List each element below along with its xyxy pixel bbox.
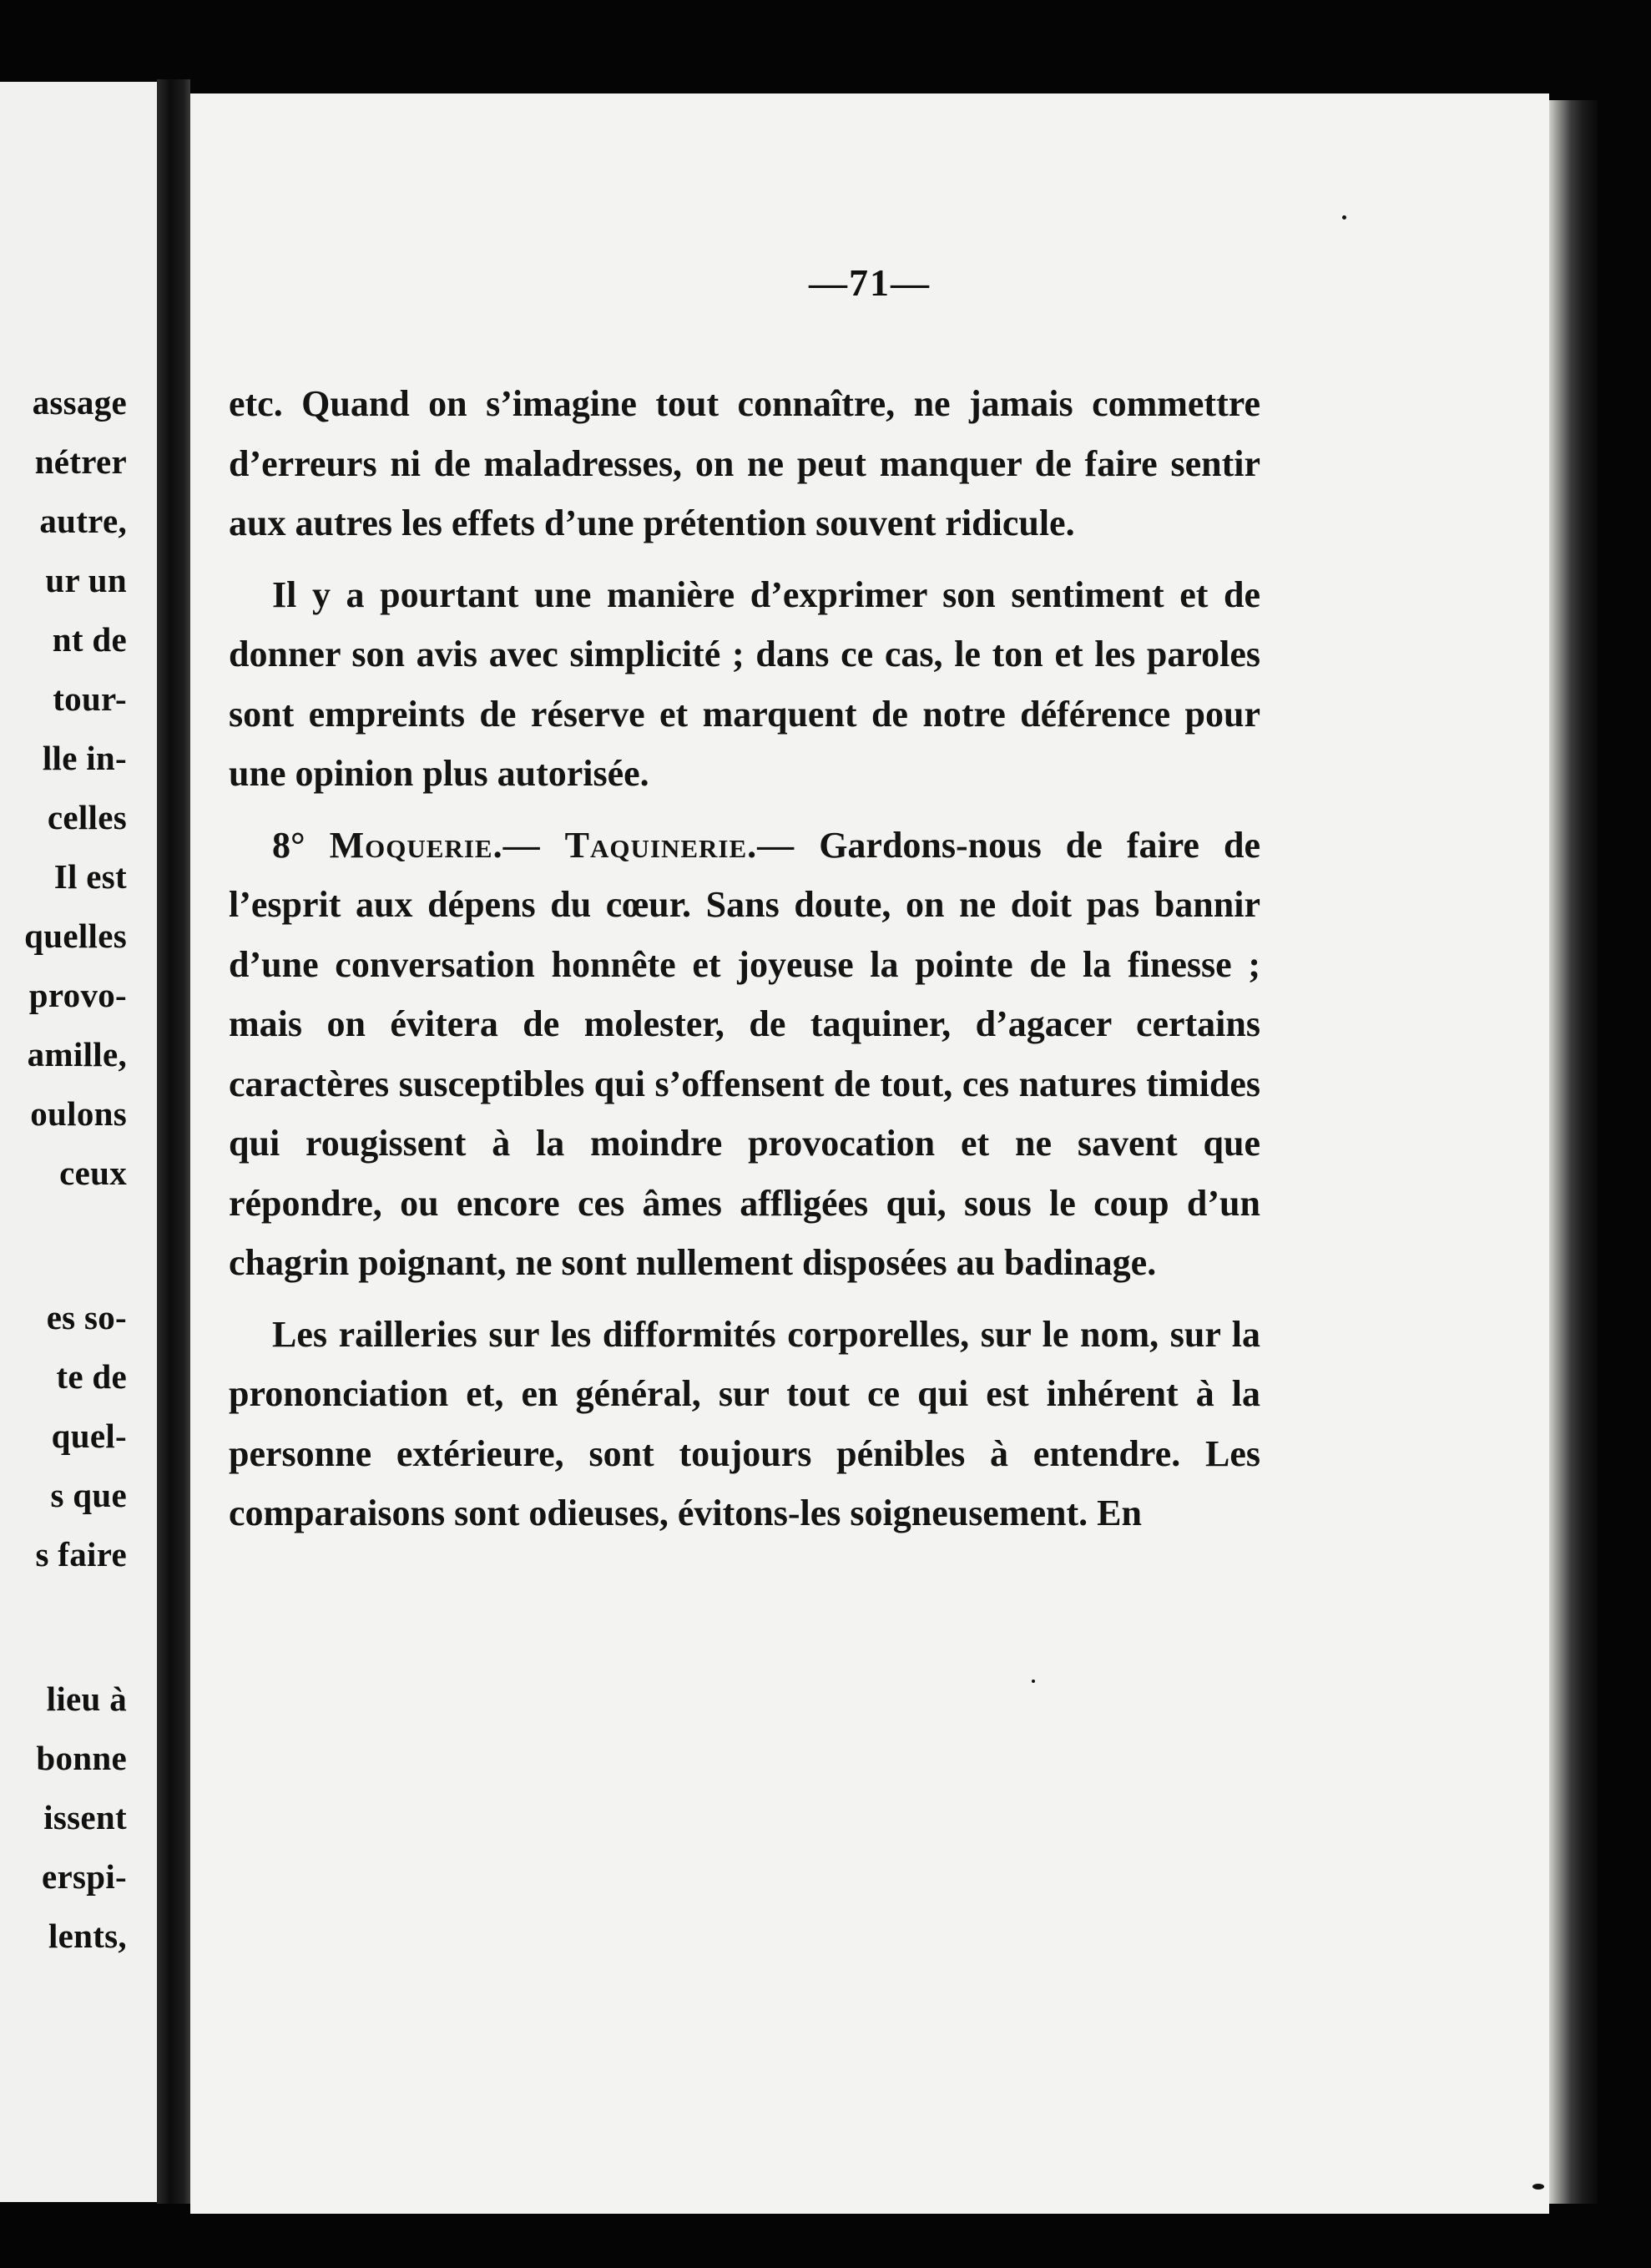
scan-speck bbox=[1532, 2184, 1544, 2190]
left-page-line: lle in- bbox=[42, 739, 127, 777]
book-gutter bbox=[157, 79, 190, 2204]
left-page-line: nt de bbox=[52, 620, 127, 659]
section-number: 8° bbox=[272, 824, 305, 866]
scan-speck bbox=[1342, 215, 1346, 220]
paragraph-railleries: Les railleries sur les difformités corporelles, sur le nom, sur la prononciation et, en général, sur tout ce qui est inhérent à la personne extérieure, sont toujours pénibles à entendre. Les comparaisons sont odieuses, évitons-les soigneusement. En bbox=[229, 1313, 1260, 1533]
left-page-line: te de bbox=[56, 1357, 127, 1396]
paragraph-opinion: Il y a pourtant une manière d’exprimer son sentiment et de donner son avis avec simplicité ; dans ce cas, le ton et les paroles sont empreints de réserve et marquent de notre déférence pour une opinion plus autorisée. bbox=[229, 573, 1260, 794]
left-page-line: erspi- bbox=[42, 1857, 127, 1896]
left-page-line: lents, bbox=[48, 1917, 127, 1955]
paragraph-continuation: etc. Quand on s’imagine tout connaître, ne jamais commettre d’erreurs ni de maladresses, on ne peut manquer de faire sentir aux autres les effets d’une prétention souvent ridicule. bbox=[229, 383, 1260, 543]
left-page-line: ceux bbox=[59, 1154, 127, 1192]
left-page-line: provo- bbox=[28, 976, 127, 1014]
page-block-edge bbox=[1549, 100, 1598, 2204]
left-page-line: lieu à bbox=[46, 1680, 127, 1718]
paragraph-moquerie bbox=[229, 816, 1260, 1293]
left-page-line: oulons bbox=[30, 1094, 127, 1133]
left-page-line: amille, bbox=[27, 1035, 127, 1073]
left-page-line: issent bbox=[43, 1798, 127, 1836]
left-page-line: assage bbox=[32, 383, 127, 422]
page-71 bbox=[190, 93, 1549, 2214]
left-page-line: tour- bbox=[53, 679, 127, 718]
left-page-line: Il est bbox=[53, 857, 127, 896]
left-page-line: autre, bbox=[39, 502, 127, 540]
left-page-line: nétrer bbox=[34, 442, 127, 481]
section-heading-moquerie: Moquerie.— bbox=[329, 824, 541, 866]
left-page-line: ur un bbox=[45, 561, 127, 599]
left-page-line: quel- bbox=[51, 1417, 127, 1455]
left-page-line: celles bbox=[47, 798, 127, 836]
left-page-line: s que bbox=[50, 1476, 127, 1514]
section-text: Gardons-nous de faire de l’esprit aux dépens du cœur. Sans doute, on ne doit pas bannir d’une conversation honnête et joyeuse la pointe de la finesse ; mais on évitera de molester, de taquiner, d’agacer certains caractères susceptibles qui s’offensent de tout, ces natures timides qui rougissent à la moindre provocation et ne savent que répondre, ou encore ces âmes affligées qui, sous le coup d’un chagrin poignant, ne sont nullement disposées au badinage. bbox=[229, 824, 1261, 1283]
previous-page-fragment bbox=[0, 82, 157, 2202]
page-number: —71— bbox=[809, 261, 931, 304]
left-page-line: es so- bbox=[46, 1298, 127, 1336]
left-page-line: quelles bbox=[24, 917, 127, 955]
page-body bbox=[229, 374, 1260, 1543]
section-heading-taquinerie: Taquinerie.— bbox=[564, 824, 795, 866]
left-page-line: bonne bbox=[36, 1739, 127, 1777]
scan-speck bbox=[1032, 1680, 1035, 1683]
left-page-line: s faire bbox=[35, 1535, 127, 1573]
